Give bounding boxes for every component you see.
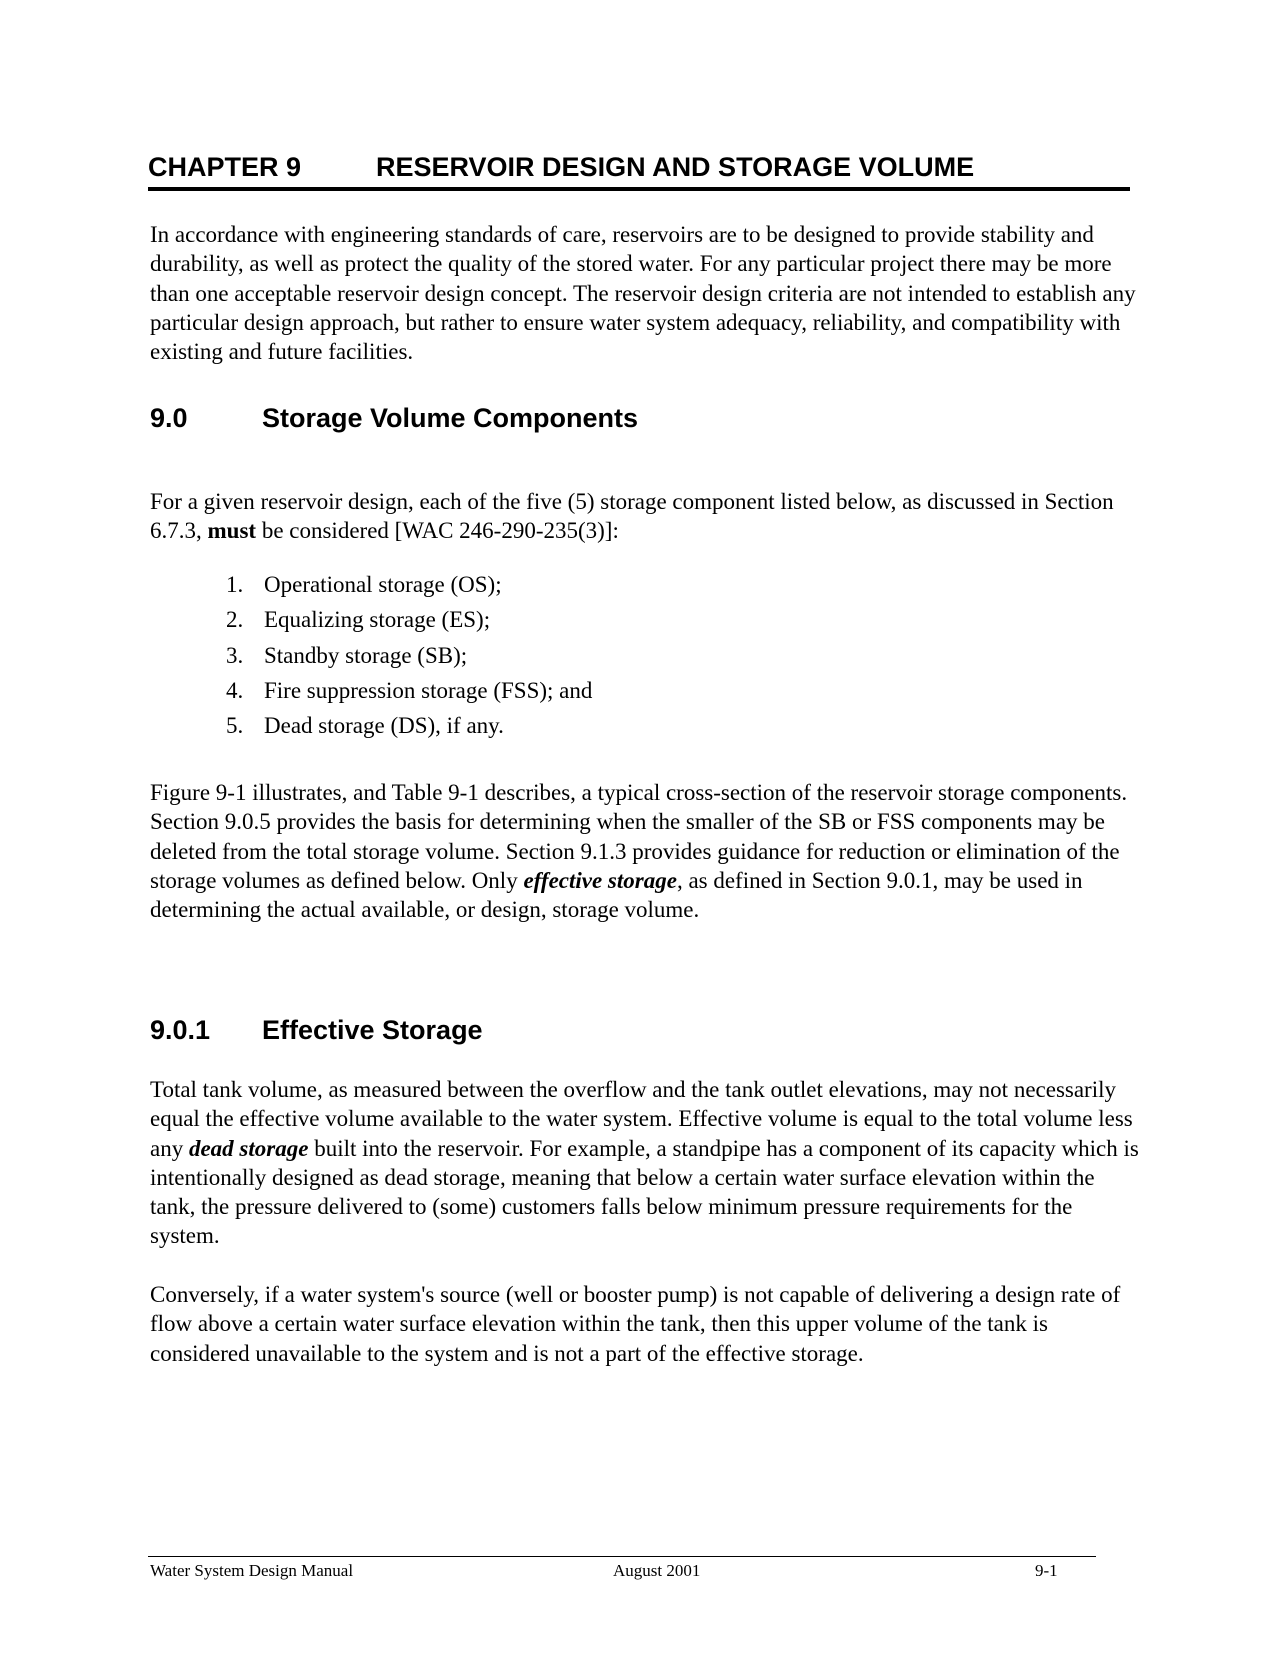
- list-item-text: Equalizing storage (ES);: [264, 607, 491, 633]
- footer-page-number: 9-1: [1035, 1561, 1058, 1580]
- section-9-0-lead-paragraph: [150, 487, 1140, 546]
- list-item-number: 5.: [226, 713, 244, 739]
- intro-paragraph: In accordance with engineering standards of care, reservoirs are to be designed to provide stability and durability, as well as protect the quality of the stored water. For any particular project there may be more than one acceptable reservoir design concept. The reservoir design criteria are not intended to establish any particular design approach, but rather to ensure water system adequacy, reliability, and compatibility with existing and future facilities.: [150, 222, 1136, 365]
- chapter-number: CHAPTER 9: [148, 152, 302, 182]
- para-text: Figure 9-1 illustrates, and Table 9-1 describes, a typical cross-section of the reservoir storage components. Section 9.0.5 provides the basis for determining when the smaller of the SB or FSS components may be deleted from the total storage volume. Section 9.1.3 provides guidance for reduction or elimination of the storage volumes as defined below. Only: [150, 780, 1128, 893]
- section-9-0-1-heading: [150, 1013, 483, 1047]
- storage-components-list: [226, 567, 592, 743]
- list-item: [226, 638, 592, 673]
- footer-date: August 2001: [613, 1561, 701, 1580]
- list-item-text: Standby storage (SB);: [264, 642, 468, 668]
- section-number: 9.0.1: [150, 1015, 211, 1045]
- lead-bold-text: must: [207, 518, 257, 544]
- section-9-0-1-paragraph-2: Conversely, if a water system's source (well or booster pump) is not capable of delivering a design rate of flow above a certain water surface elevation within the tank, then this upper volume of the tank is considered unavailable to the system and is not a part of the effective storage.: [150, 1282, 1121, 1366]
- list-item: [226, 708, 592, 743]
- list-item-number: 3.: [226, 642, 244, 668]
- list-item-number: 1.: [226, 572, 244, 597]
- para-text-end: built into the reservoir. For example, a standpipe has a component of its capacity which is intentionally designed as dead storage, meaning that below a certain water surface elevation within the tank, the pressure delivered to (some) customers falls below minimum pressure requirements for the system.: [150, 1135, 1139, 1249]
- chapter-heading: [148, 150, 1130, 191]
- para-text: Total tank volume, as measured between the overflow and the tank outlet elevations, may not necessarily equal the effective volume available to the water system. Effective volume is equal to the total volume less any: [150, 1077, 1133, 1161]
- list-item-number: 2.: [226, 607, 244, 633]
- section-9-0-heading: [150, 401, 638, 435]
- section-title: Effective Storage: [262, 1015, 483, 1045]
- lead-text-end: be considered [WAC 246-290-235(3)]:: [256, 518, 619, 544]
- section-number: 9.0: [150, 403, 188, 433]
- section-title: Storage Volume Components: [262, 403, 639, 433]
- dead-storage-emphasis: dead storage: [188, 1135, 309, 1161]
- list-item: [226, 602, 592, 637]
- list-item-text: Dead storage (DS), if any.: [264, 713, 504, 739]
- footer-manual-title: Water System Design Manual: [150, 1561, 354, 1580]
- list-item-text: Operational storage (OS);: [264, 572, 502, 597]
- list-item-number: 4.: [226, 677, 244, 703]
- footer-rule: [148, 1556, 1096, 1557]
- list-item: [226, 673, 592, 708]
- effective-storage-emphasis: effective storage: [523, 867, 677, 893]
- section-9-0-1-paragraph-1: [150, 1075, 1140, 1251]
- list-item-text: Fire suppression storage (FSS); and: [264, 677, 593, 703]
- lead-text: For a given reservoir design, each of the five (5) storage component listed below, as discussed in Section 6.7.3,: [150, 489, 1114, 544]
- para-text-end: , as defined in Section 9.0.1, may be used in determining the actual available, or design, storage volume.: [150, 867, 1083, 923]
- section-9-0-paragraph-2: [150, 778, 1140, 924]
- chapter-title: RESERVOIR DESIGN AND STORAGE VOLUME: [376, 152, 975, 182]
- list-item: [226, 567, 592, 602]
